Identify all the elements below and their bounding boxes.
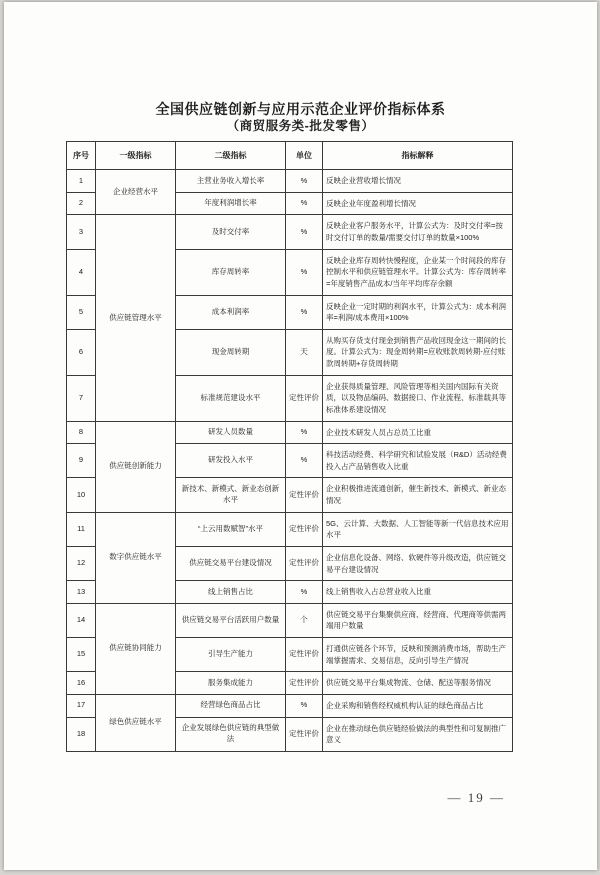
row-no: 2 bbox=[67, 192, 96, 215]
unit-cell: % bbox=[286, 170, 323, 193]
explanation-cell: 5G、云计算、大数据、人工智能等新一代信息技术应用水平 bbox=[323, 512, 513, 546]
explanation-cell: 企业采购和销售经权威机构认证的绿色商品占比 bbox=[323, 694, 513, 717]
row-no: 5 bbox=[67, 295, 96, 329]
unit-cell: 定性评价 bbox=[286, 638, 323, 672]
row-no: 17 bbox=[67, 694, 96, 717]
level2-indicator-cell: 引导生产能力 bbox=[176, 638, 286, 672]
row-no: 18 bbox=[67, 717, 96, 751]
level2-indicator-cell: 供应链交易平台活跃用户数量 bbox=[176, 603, 286, 637]
row-no: 9 bbox=[67, 444, 96, 478]
row-no: 4 bbox=[67, 249, 96, 295]
row-no: 1 bbox=[67, 170, 96, 193]
unit-cell: 定性评价 bbox=[286, 717, 323, 751]
unit-cell: % bbox=[286, 421, 323, 444]
header-unit: 单位 bbox=[286, 142, 323, 170]
unit-cell: 定性评价 bbox=[286, 512, 323, 546]
header-explain: 指标解释 bbox=[323, 142, 513, 170]
row-no: 14 bbox=[67, 603, 96, 637]
row-no: 6 bbox=[67, 329, 96, 375]
level2-indicator-cell: 经营绿色商品占比 bbox=[176, 694, 286, 717]
level2-indicator-cell: 主营业务收入增长率 bbox=[176, 170, 286, 193]
row-no: 15 bbox=[67, 638, 96, 672]
header-level1: 一级指标 bbox=[96, 142, 176, 170]
level1-indicator-cell: 企业经营水平 bbox=[96, 170, 176, 215]
explanation-cell: 企业获得质量管理、风险管理等相关国内国际有关资质，以及物品编码、数据接口、作业流程、标准载具等标准体系建设情况 bbox=[323, 375, 513, 421]
unit-cell: 个 bbox=[286, 603, 323, 637]
level1-indicator-cell: 供应链创新能力 bbox=[96, 421, 176, 512]
unit-cell: 定性评价 bbox=[286, 375, 323, 421]
level2-indicator-cell: 库存周转率 bbox=[176, 249, 286, 295]
table-row bbox=[67, 694, 513, 717]
explanation-cell: 科技活动经费、科学研究和试验发展（R&D）活动经费投入占产品销售收入比重 bbox=[323, 444, 513, 478]
level2-indicator-cell: 成本利润率 bbox=[176, 295, 286, 329]
row-no: 7 bbox=[67, 375, 96, 421]
table-header-row bbox=[67, 142, 513, 170]
explanation-cell: 反映企业库存周转快慢程度，企业某一个时间段的库存控制水平和供应链管理水平。计算公式为：库存周转率=年度销售产品成本/当年平均库存余额 bbox=[323, 249, 513, 295]
level2-indicator-cell: “上云用数赋智”水平 bbox=[176, 512, 286, 546]
explanation-cell: 线上销售收入占总营业收入比重 bbox=[323, 581, 513, 604]
title-line-1: 全国供应链创新与应用示范企业评价指标体系 bbox=[155, 101, 446, 117]
row-no: 10 bbox=[67, 478, 96, 512]
level1-indicator-cell: 数字供应链水平 bbox=[96, 512, 176, 603]
page-number: — 19 — bbox=[447, 790, 505, 805]
row-no: 3 bbox=[67, 215, 96, 249]
level2-indicator-cell: 研发人员数量 bbox=[176, 421, 286, 444]
level2-indicator-cell: 年度利润增长率 bbox=[176, 192, 286, 215]
explanation-cell: 打通供应链各个环节，反映和预测消费市场，帮助生产端掌握需求、交易信息，反向引导生产情况 bbox=[323, 638, 513, 672]
level2-indicator-cell: 企业发展绿色供应链的典型做法 bbox=[176, 717, 286, 751]
table-row bbox=[67, 603, 513, 637]
unit-cell: % bbox=[286, 249, 323, 295]
explanation-cell: 供应链交易平台集成物流、仓储、配送等服务情况 bbox=[323, 672, 513, 695]
unit-cell: 定性评价 bbox=[286, 478, 323, 512]
scanned-document-page bbox=[4, 2, 597, 870]
level1-indicator-cell: 绿色供应链水平 bbox=[96, 694, 176, 751]
row-no: 16 bbox=[67, 672, 96, 695]
explanation-cell: 反映企业客户服务水平，计算公式为：及时交付率=按时交付订单的数量/需要交付订单的数量×100% bbox=[323, 215, 513, 249]
unit-cell: % bbox=[286, 581, 323, 604]
unit-cell: 定性评价 bbox=[286, 672, 323, 695]
unit-cell: 天 bbox=[286, 329, 323, 375]
explanation-cell: 从购买存货支付现金到销售产品收回现金这一期间的长度。计算公式为：现金周转期=应收账款周转期-应付账款周转期+存货周转期 bbox=[323, 329, 513, 375]
row-no: 13 bbox=[67, 581, 96, 604]
unit-cell: % bbox=[286, 444, 323, 478]
row-no: 8 bbox=[67, 421, 96, 444]
level2-indicator-cell: 新技术、新模式、新业态创新水平 bbox=[176, 478, 286, 512]
explanation-cell: 反映企业营收增长情况 bbox=[323, 170, 513, 193]
level2-indicator-cell: 及时交付率 bbox=[176, 215, 286, 249]
document-title bbox=[4, 2, 597, 134]
level2-indicator-cell: 现金周转期 bbox=[176, 329, 286, 375]
row-no: 11 bbox=[67, 512, 96, 546]
title-line-2: （商贸服务类-批发零售） bbox=[226, 118, 375, 133]
level2-indicator-cell: 研发投入水平 bbox=[176, 444, 286, 478]
explanation-cell: 企业信息化设备、网络、软硬件等升级改造，供应链交易平台建设情况 bbox=[323, 546, 513, 580]
explanation-cell: 企业积极推进流通创新，催生新技术、新模式、新业态情况 bbox=[323, 478, 513, 512]
table-row bbox=[67, 421, 513, 444]
unit-cell: % bbox=[286, 295, 323, 329]
unit-cell: % bbox=[286, 694, 323, 717]
table-row bbox=[67, 512, 513, 546]
evaluation-index-table bbox=[66, 141, 513, 752]
explanation-cell: 企业在推动绿色供应链经验做法的典型性和可复制推广意义 bbox=[323, 717, 513, 751]
row-no: 12 bbox=[67, 546, 96, 580]
explanation-cell: 企业技术研发人员占总员工比重 bbox=[323, 421, 513, 444]
level1-indicator-cell: 供应链协同能力 bbox=[96, 603, 176, 694]
level2-indicator-cell: 供应链交易平台建设情况 bbox=[176, 546, 286, 580]
unit-cell: % bbox=[286, 215, 323, 249]
header-no: 序号 bbox=[67, 142, 96, 170]
level2-indicator-cell: 标准规范建设水平 bbox=[176, 375, 286, 421]
level2-indicator-cell: 线上销售占比 bbox=[176, 581, 286, 604]
explanation-cell: 供应链交易平台集聚供应商、经营商、代理商等供需两端用户数量 bbox=[323, 603, 513, 637]
table-row bbox=[67, 215, 513, 249]
table-row bbox=[67, 170, 513, 193]
explanation-cell: 反映企业年度盈利增长情况 bbox=[323, 192, 513, 215]
unit-cell: 定性评价 bbox=[286, 546, 323, 580]
explanation-cell: 反映企业一定时期的利润水平，计算公式为：成本利润率=利润/成本费用×100% bbox=[323, 295, 513, 329]
header-level2: 二级指标 bbox=[176, 142, 286, 170]
level1-indicator-cell: 供应链管理水平 bbox=[96, 215, 176, 421]
unit-cell: % bbox=[286, 192, 323, 215]
level2-indicator-cell: 服务集成能力 bbox=[176, 672, 286, 695]
